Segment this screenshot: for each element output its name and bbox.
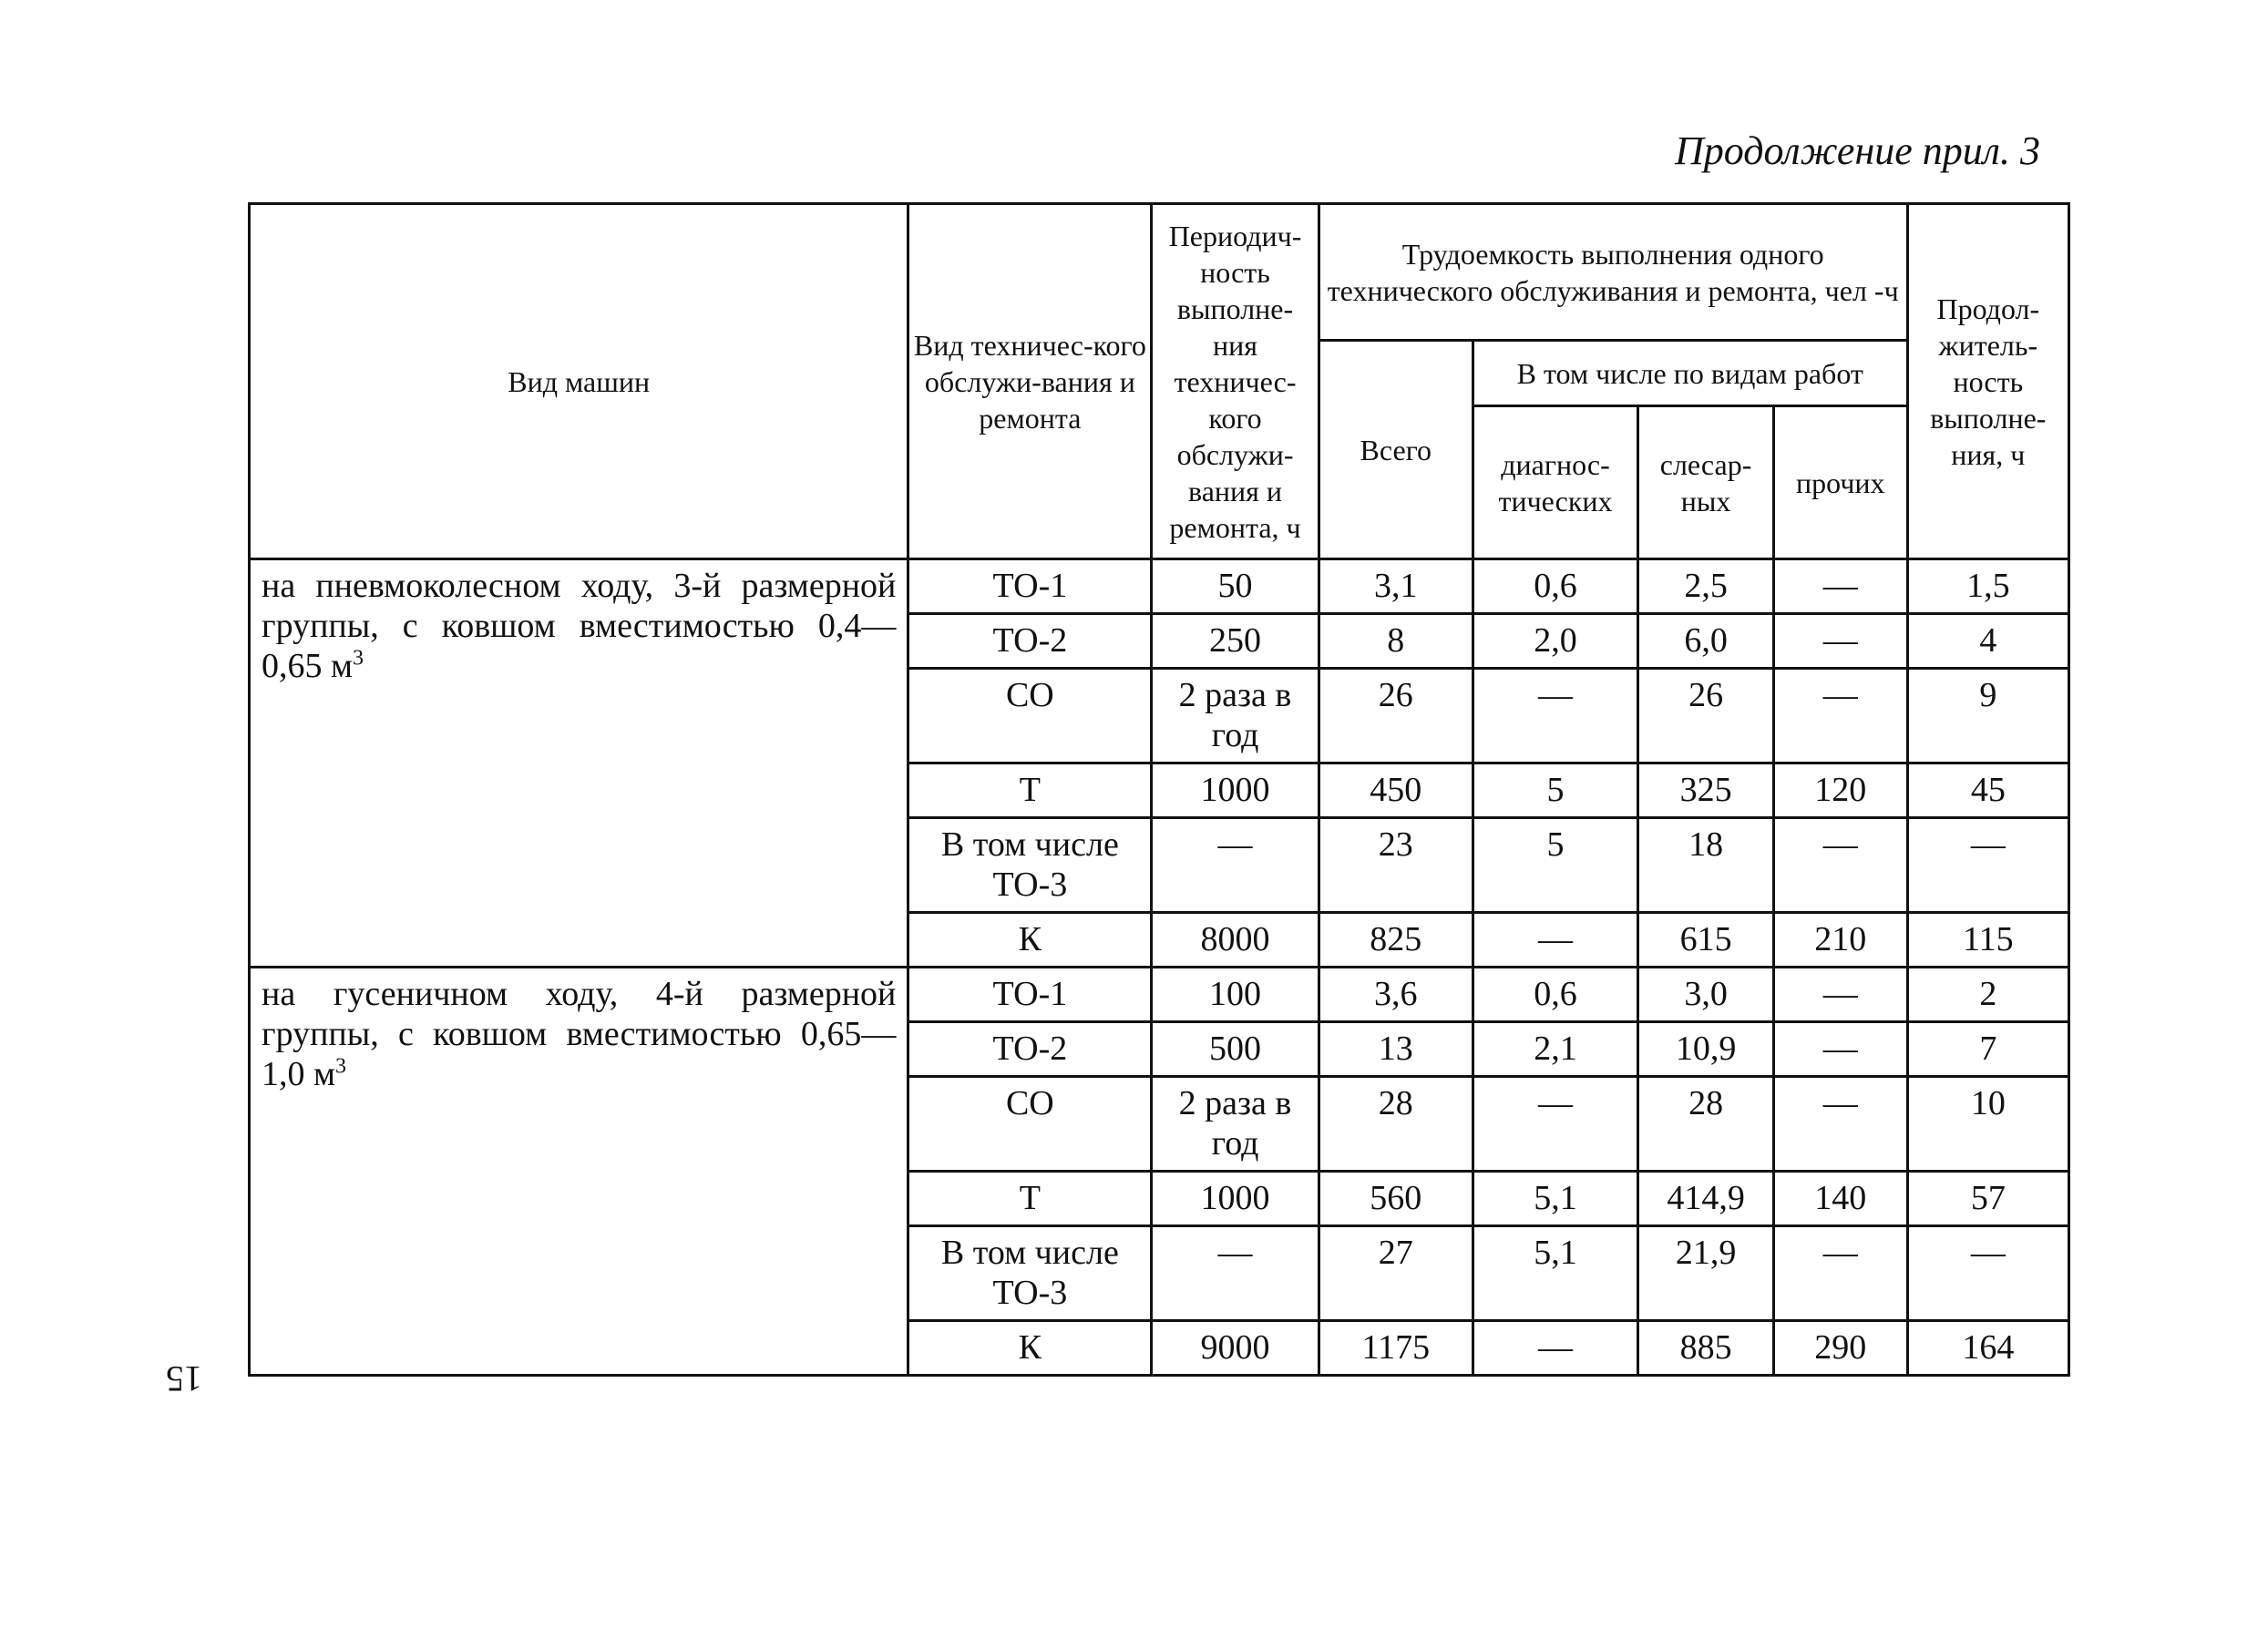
duration-cell: 10 [1907, 1077, 2068, 1172]
total-cell: 1175 [1319, 1321, 1473, 1376]
locksmith-cell: 2,5 [1638, 559, 1774, 614]
locksmith-cell: 3,0 [1638, 968, 1774, 1022]
duration-cell: 7 [1907, 1022, 2068, 1077]
header-locksmith: слесар-ных [1638, 406, 1774, 559]
diagnostic-cell: — [1473, 1077, 1637, 1172]
periodicity-cell: 100 [1152, 968, 1319, 1022]
periodicity-cell: 2 раза в год [1152, 1077, 1319, 1172]
header-machine-type: Вид машин [250, 204, 908, 559]
total-cell: 28 [1319, 1077, 1473, 1172]
superscript: 3 [353, 646, 364, 671]
page-number: 15 [166, 1358, 202, 1399]
header-service-type: Вид техничес-кого обслужи-вания и ремонта [908, 204, 1152, 559]
diagnostic-cell: 5,1 [1473, 1172, 1637, 1226]
total-cell: 3,1 [1319, 559, 1473, 614]
total-cell: 23 [1319, 818, 1473, 913]
duration-cell: 1,5 [1907, 559, 2068, 614]
header-periodicity: Периодич-ность выполне-ния техничес-кого обслужи-вания и ремонта, ч [1152, 204, 1319, 559]
header-diagnostic: диагнос-тических [1473, 406, 1637, 559]
total-cell: 26 [1319, 669, 1473, 763]
duration-cell: 115 [1907, 913, 2068, 968]
other-cell: 290 [1773, 1321, 1907, 1376]
other-cell: — [1773, 614, 1907, 669]
service-type-cell: ТО-2 [908, 1022, 1152, 1077]
machine-type-text: на гусеничном ходу, 4-й размерной группы, с ковшом вместимостью 0,65—1,0 м [262, 975, 897, 1093]
other-cell: 120 [1773, 763, 1907, 818]
locksmith-cell: 6,0 [1638, 614, 1774, 669]
service-type-cell: СО [908, 669, 1152, 763]
total-cell: 825 [1319, 913, 1473, 968]
duration-cell: — [1907, 1226, 2068, 1321]
header-labor: Трудоемкость выполнения одного технического обслуживания и ремонта, чел -ч [1319, 204, 1907, 341]
locksmith-cell: 10,9 [1638, 1022, 1774, 1077]
duration-cell: 57 [1907, 1172, 2068, 1226]
service-type-cell: ТО-2 [908, 614, 1152, 669]
total-cell: 27 [1319, 1226, 1473, 1321]
service-type-cell: ТО-1 [908, 968, 1152, 1022]
header-total: Всего [1319, 341, 1473, 559]
service-type-cell: К [908, 913, 1152, 968]
other-cell: — [1773, 1226, 1907, 1321]
duration-cell: 9 [1907, 669, 2068, 763]
duration-cell: 164 [1907, 1321, 2068, 1376]
periodicity-cell: — [1152, 1226, 1319, 1321]
header-including: В том числе по видам работ [1473, 341, 1907, 406]
header-other: прочих [1773, 406, 1907, 559]
locksmith-cell: 28 [1638, 1077, 1774, 1172]
machine-type-text: на пневмоколесном ходу, 3-й размерной группы, с ковшом вместимостью 0,4—0,65 м [262, 567, 897, 685]
diagnostic-cell: — [1473, 1321, 1637, 1376]
diagnostic-cell: 5 [1473, 818, 1637, 913]
service-type-cell: К [908, 1321, 1152, 1376]
other-cell: — [1773, 818, 1907, 913]
machine-type-cell [250, 559, 908, 968]
other-cell: — [1773, 669, 1907, 763]
periodicity-cell: 2 раза в год [1152, 669, 1319, 763]
periodicity-cell: — [1152, 818, 1319, 913]
total-cell: 560 [1319, 1172, 1473, 1226]
diagnostic-cell: — [1473, 669, 1637, 763]
other-cell: — [1773, 559, 1907, 614]
service-type-cell: СО [908, 1077, 1152, 1172]
locksmith-cell: 18 [1638, 818, 1774, 913]
header-duration: Продол-житель-ность выполне-ния, ч [1907, 204, 2068, 559]
other-cell: 140 [1773, 1172, 1907, 1226]
periodicity-cell: 8000 [1152, 913, 1319, 968]
diagnostic-cell: — [1473, 913, 1637, 968]
diagnostic-cell: 5,1 [1473, 1226, 1637, 1321]
diagnostic-cell: 2,0 [1473, 614, 1637, 669]
service-type-cell: В том числе ТО-3 [908, 1226, 1152, 1321]
duration-cell: 45 [1907, 763, 2068, 818]
locksmith-cell: 21,9 [1638, 1226, 1774, 1321]
total-cell: 450 [1319, 763, 1473, 818]
periodicity-cell: 500 [1152, 1022, 1319, 1077]
periodicity-cell: 9000 [1152, 1321, 1319, 1376]
other-cell: — [1773, 1022, 1907, 1077]
locksmith-cell: 26 [1638, 669, 1774, 763]
locksmith-cell: 325 [1638, 763, 1774, 818]
total-cell: 8 [1319, 614, 1473, 669]
table-row [250, 968, 2069, 1022]
periodicity-cell: 1000 [1152, 1172, 1319, 1226]
duration-cell: 4 [1907, 614, 2068, 669]
other-cell: 210 [1773, 913, 1907, 968]
locksmith-cell: 885 [1638, 1321, 1774, 1376]
other-cell: — [1773, 968, 1907, 1022]
continuation-caption: Продолжение прил. 3 [1675, 128, 2040, 173]
diagnostic-cell: 2,1 [1473, 1022, 1637, 1077]
diagnostic-cell: 0,6 [1473, 968, 1637, 1022]
service-type-cell: ТО-1 [908, 559, 1152, 614]
superscript: 3 [335, 1054, 347, 1079]
locksmith-cell: 414,9 [1638, 1172, 1774, 1226]
periodicity-cell: 50 [1152, 559, 1319, 614]
locksmith-cell: 615 [1638, 913, 1774, 968]
service-type-cell: В том числе ТО-3 [908, 818, 1152, 913]
service-type-cell: Т [908, 1172, 1152, 1226]
total-cell: 13 [1319, 1022, 1473, 1077]
duration-cell: 2 [1907, 968, 2068, 1022]
maintenance-table [248, 202, 2070, 1377]
service-type-cell: Т [908, 763, 1152, 818]
periodicity-cell: 1000 [1152, 763, 1319, 818]
diagnostic-cell: 0,6 [1473, 559, 1637, 614]
table-row [250, 559, 2069, 614]
other-cell: — [1773, 1077, 1907, 1172]
periodicity-cell: 250 [1152, 614, 1319, 669]
duration-cell: — [1907, 818, 2068, 913]
diagnostic-cell: 5 [1473, 763, 1637, 818]
machine-type-cell [250, 968, 908, 1376]
total-cell: 3,6 [1319, 968, 1473, 1022]
